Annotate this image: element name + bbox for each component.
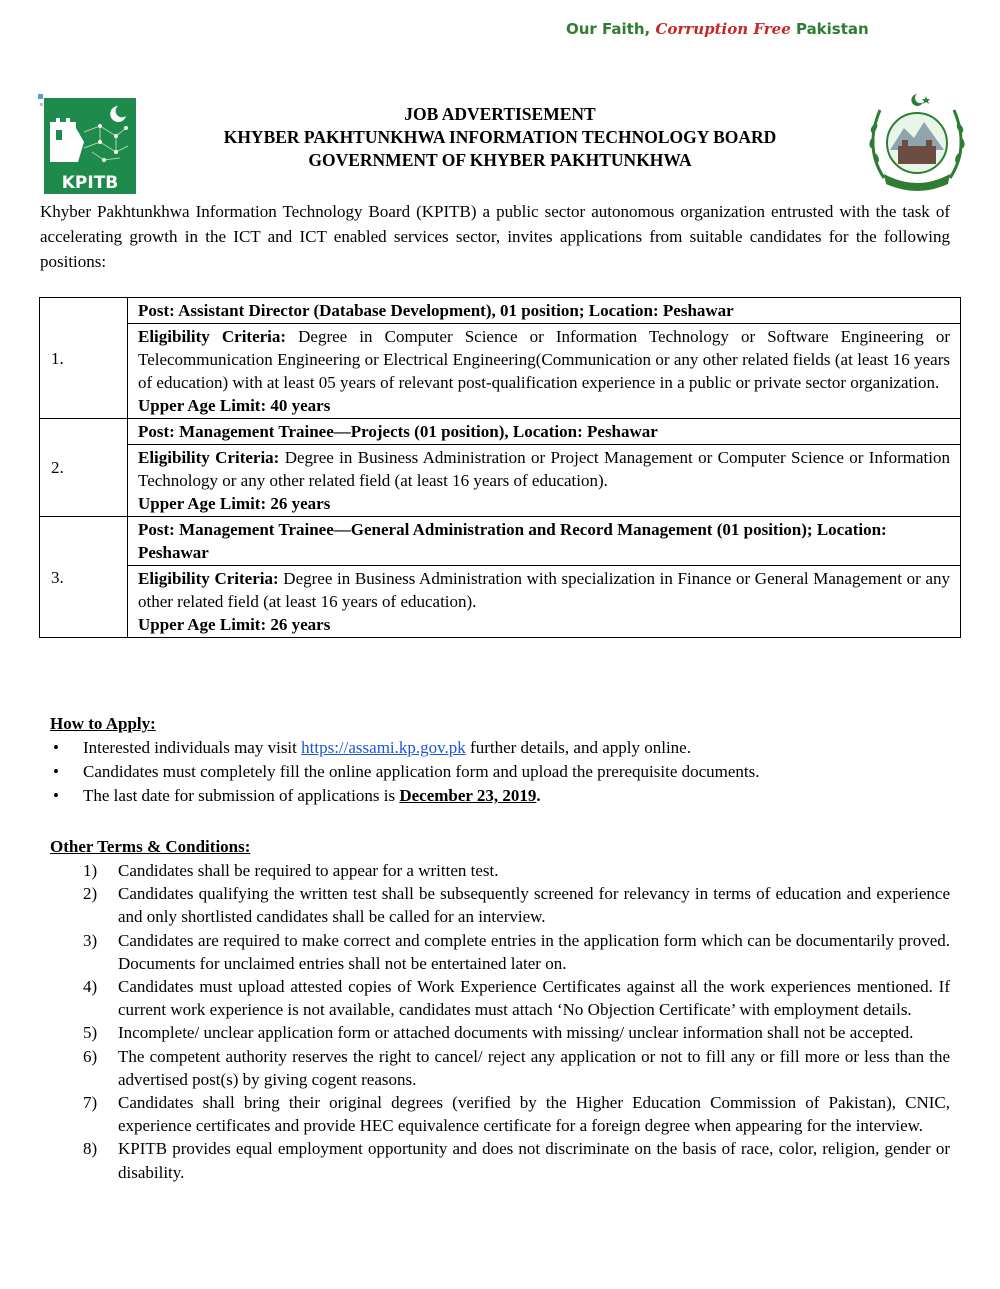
eligibility-label: Eligibility Criteria: <box>138 448 280 467</box>
list-item <box>50 975 950 1021</box>
term-number: 6) <box>83 1046 98 1066</box>
apply-text: Candidates must completely fill the online application form and upload the prerequisite documents. <box>83 762 760 781</box>
apply-text: . <box>536 786 541 805</box>
term-number: 7) <box>83 1093 98 1113</box>
slogan-part-3: Free <box>748 20 791 38</box>
term-text: The competent authority reserves the right to cancel/ reject any application or not to fill any or fill more or less than the advertised post(s) by giving cogent reasons. <box>118 1046 950 1089</box>
eligibility-text: Degree in Business Administration or Project Management or Computer Science or Information Technology or any other related field (at least 16 years of education). <box>138 448 950 490</box>
position-title: Post: Assistant Director (Database Development), 01 position; Location: Peshawar <box>128 298 961 324</box>
term-number: 4) <box>83 977 98 997</box>
list-item <box>50 859 950 882</box>
bullet-icon: • <box>53 762 59 781</box>
position-number: 1. <box>40 298 128 419</box>
apply-website-link[interactable]: https://assami.kp.gov.pk <box>301 738 466 757</box>
heading-line-3: GOVERNMENT OF KHYBER PAKHTUNKHWA <box>308 150 692 170</box>
deadline-date: December 23, 2019 <box>399 786 537 805</box>
term-text: Candidates are required to make correct and complete entries in the application form which can be documentarily proved. Documents for unclaimed entries shall not be entertained later on. <box>118 930 950 973</box>
term-number: 3) <box>83 930 98 950</box>
term-text: Candidates must upload attested copies of Work Experience Certificates against all the work experiences mentioned. If current work experience is not available, candidates must attach ‘No Objection Certificate’ with employment details. <box>118 977 950 1020</box>
list-item <box>50 1021 950 1044</box>
list-item <box>50 882 950 928</box>
term-text: Incomplete/ unclear application form or attached documents with missing/ unclear information shall not be accepted. <box>118 1023 914 1043</box>
list-item <box>50 929 950 975</box>
positions-table <box>39 297 961 638</box>
list-item <box>50 1137 950 1183</box>
list-item <box>50 760 950 784</box>
heading-line-1: JOB ADVERTISEMENT <box>404 104 596 124</box>
eligibility-label: Eligibility Criteria: <box>138 327 287 346</box>
term-number: 8) <box>83 1139 98 1159</box>
position-number: 2. <box>40 419 128 517</box>
bullet-icon: • <box>53 738 59 757</box>
slogan-part-1: Our Faith, <box>566 20 656 38</box>
terms-title: Other Terms & Conditions: <box>50 837 251 856</box>
age-limit: Upper Age Limit: 26 years <box>138 494 331 513</box>
apply-text: The last date for submission of applications is <box>83 786 400 805</box>
age-limit: Upper Age Limit: 26 years <box>138 615 331 634</box>
list-item <box>50 1045 950 1091</box>
page-heading <box>140 103 860 172</box>
position-number: 3. <box>40 517 128 638</box>
apply-text: Interested individuals may visit <box>83 738 302 757</box>
bullet-icon: • <box>53 786 59 805</box>
eligibility-text: Degree in Business Administration with specialization in Finance or General Management or any other related field (at least 16 years of education). <box>138 569 950 611</box>
term-text: KPITB provides equal employment opportunity and does not discriminate on the basis of race, color, religion, gender or disability. <box>118 1139 950 1182</box>
term-text: Candidates qualifying the written test shall be subsequently screened for relevancy in terms of education and experience and only shortlisted candidates shall be called for an interview. <box>118 884 950 927</box>
apply-text: further details, and apply online. <box>465 738 691 757</box>
position-details <box>128 566 961 638</box>
eligibility-text: Degree in Computer Science or Information Technology or Software Engineering or Telecommunication Engineering or Electrical Engineering(Communication or any other related fields (at least 16 years of education) with at least 05 years of relevant post-qualification experience in a public or private sector organization. <box>138 327 950 392</box>
heading-line-2: KHYBER PAKHTUNKHWA INFORMATION TECHNOLOGY BOARD <box>223 127 777 147</box>
age-limit: Upper Age Limit: 40 years <box>138 396 331 415</box>
term-text: Candidates shall be required to appear for a written test. <box>118 861 499 880</box>
list-item <box>50 736 950 760</box>
how-to-apply-title: How to Apply: <box>50 714 156 733</box>
slogan-part-4: Pakistan <box>790 20 869 38</box>
eligibility-label: Eligibility Criteria: <box>138 569 279 588</box>
term-number: 5) <box>83 1023 98 1043</box>
kpitb-logo <box>38 92 138 194</box>
terms-section <box>50 835 950 1184</box>
list-item <box>50 1091 950 1137</box>
position-title: Post: Management Trainee—Projects (01 position), Location: Peshawar <box>128 419 961 445</box>
term-number: 2) <box>83 884 98 904</box>
how-to-apply-section <box>50 712 950 808</box>
kpitb-logo-text: KPITB <box>61 173 119 193</box>
position-title: Post: Management Trainee—General Administration and Record Management (01 position); Location: Peshawar <box>128 517 961 566</box>
position-details <box>128 324 961 419</box>
term-text: Candidates shall bring their original degrees (verified by the Higher Education Commission of Pakistan), CNIC, experience certificates and provide HEC equivalence certificate for a foreign degree when appearing for the interview. <box>118 1093 950 1136</box>
position-details <box>128 445 961 517</box>
slogan-part-2: Corruption <box>655 20 749 38</box>
term-number: 1) <box>83 861 98 880</box>
slogan <box>566 20 869 38</box>
government-emblem-icon <box>862 88 972 196</box>
list-item <box>50 784 950 808</box>
intro-paragraph: Khyber Pakhtunkhwa Information Technology Board (KPITB) a public sector autonomous organization entrusted with the task of accelerating growth in the ICT and ICT enabled services sector, invites applications from suitable candidates for the following positions: <box>40 202 950 271</box>
